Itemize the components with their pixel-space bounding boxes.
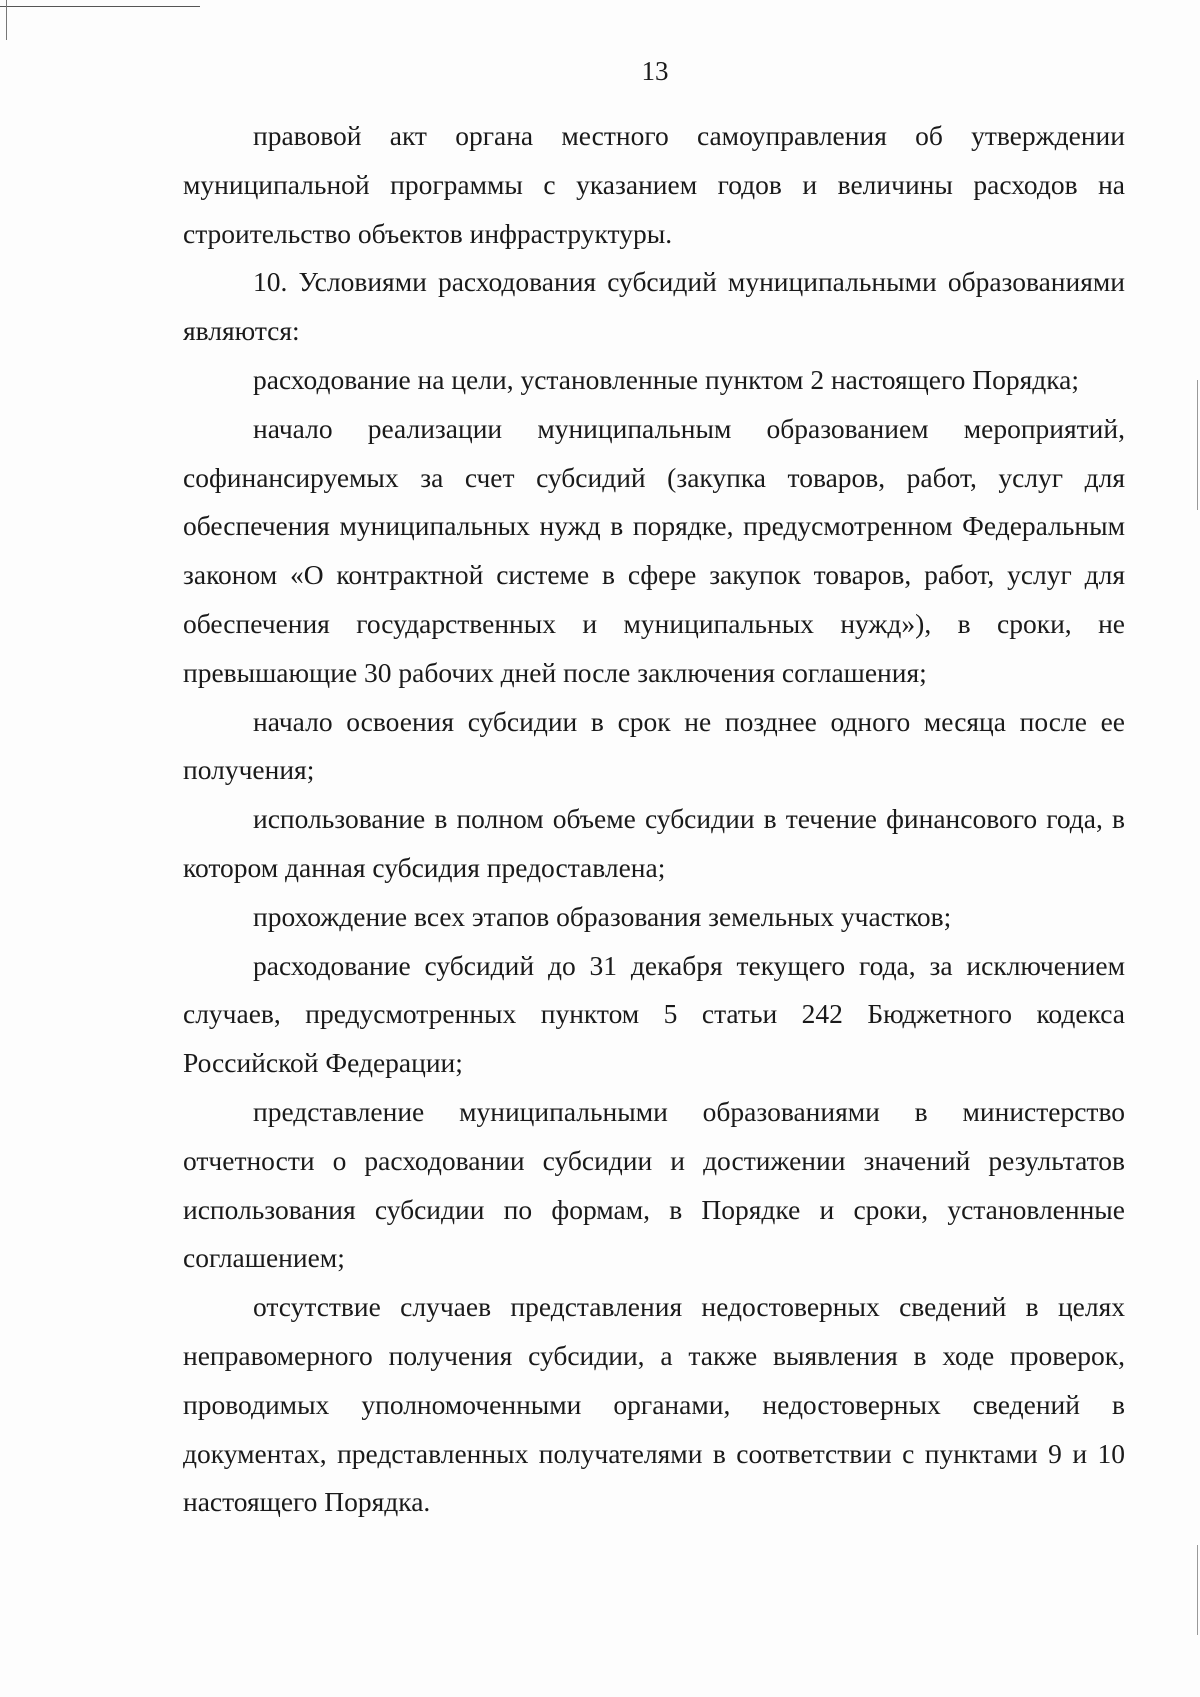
paragraph: начало реализации муниципальным образованием мероприятий, софинансируемых за счет субсидий (закупка товаров, работ, услуг для обеспечения муниципальных нужд в порядке, предусмотренном Федеральным законом «О контрактной системе в сфере закупок товаров, работ, услуг для обеспечения государственных и муниципальных нужд»), в сроки, не превышающие 30 рабочих дней после заключения соглашения; — [183, 412, 1125, 688]
paragraph: отсутствие случаев представления недостоверных сведений в целях неправомерного получения субсидии, а также выявления в ходе проверок, проводимых уполномоченными органами, недостоверных сведений в документах, представленных получателями в соответствии с пунктами 9 и 10 настоящего Порядка. — [183, 1291, 1125, 1518]
document-body — [183, 112, 1125, 1527]
paragraph: использование в полном объеме субсидии в течение финансового года, в котором данная субсидия предоставлена; — [183, 803, 1125, 883]
paragraph: представление муниципальными образованиями в министерство отчетности о расходовании субсидии и достижении значений результатов использования субсидии по формам, в Порядке и сроки, установленные соглашением; — [183, 1095, 1125, 1274]
scan-edge-top — [0, 6, 200, 7]
scan-edge-right — [1197, 1545, 1198, 1635]
paragraph: правовой акт органа местного самоуправления об утверждении муниципальной программы с указанием годов и величины расходов на строительство объектов инфраструктуры. — [183, 120, 1125, 249]
paragraph: начало освоения субсидии в срок не позднее одного месяца после ее получения; — [183, 705, 1125, 786]
paragraph: расходование субсидий до 31 декабря текущего года, за исключением случаев, предусмотренных пунктом 5 статьи 242 Бюджетного кодекса Российской Федерации; — [183, 949, 1125, 1079]
paragraph: 10. Условиями расходования субсидий муниципальными образованиями являются: — [183, 266, 1125, 347]
scan-edge-right — [1197, 380, 1198, 510]
page-number: 13 — [641, 56, 669, 86]
scan-edge-left — [6, 0, 7, 40]
paragraph: расходование на цели, установленные пунктом 2 настоящего Порядка; — [253, 363, 1079, 395]
paragraph: прохождение всех этапов образования земельных участков; — [253, 900, 952, 932]
